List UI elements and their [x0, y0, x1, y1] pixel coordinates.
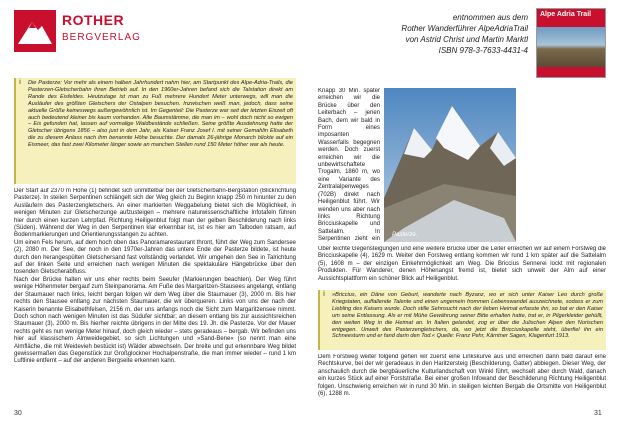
source-reference — [328, 12, 528, 56]
info-icon: i — [19, 79, 21, 86]
right-narrow-column: Knapp 30 Min. später erreichen wir die Brücke über den Leiterbach – jenen Bach, dem wir bald in Form eines imposanten Wasserfalls begegnen werden. Doch zuerst erreichen wir die unbewirtschaftete Trogalm, 1860 m, wo eine Variante des Zentralalpenweges (702B) direkt nach Heiligenblut führt. Wir wenden uns aber nach links Richtung Bricciuskapelle und Sattelalm. In Serpentinen zieht ein — [318, 88, 380, 243]
source-line: ISBN 978-3-7633-4431-4 — [438, 46, 528, 55]
page-header — [0, 0, 620, 72]
paragraph: Nach der Brücke halten wir uns eher rechts beim Seeufer (Markierungen beachten). Der Weg führt wenige Höhenmeter bergauf zum Steinpanorama. Am Fuße des Margaritzen-Stausees angelangt, entlang der Staumauer nach links, leicht bergan folgen wir dem Weg über die Staumauer (3), 2000 m. Bis hier rechts den Stausee entlang zur nächsten Staumauer, die wir überqueren. Links von uns der nach der Kaiserin benannte Elisabethfelsen, 2156 m, der uns anfangs noch die Sicht zum Margaritzensee nimmt. Doch schon nach wenigen Minuten ist das Südufer sichtbar; an diesem entlang bis zur aussichtsreichen Staumauer (3), 2000 m. Bis hierher reichte übrigens in der Mitte des 19. Jh. die Pasterze. Vor der Mauer rechts geht es nun wenige Meter hinauf, doch gleich wieder – stets geradeaus – bergab. Wir befinden uns hier auf klassischem Almweidegebiet, so sich Lichtungen und »Sand-Bene« (so nennt man eine Almfläche, die mit Weidevieh bestückt ist) Wälder abwechseln. Der breite und gut erkennbare Weg bildet gewissermaßen das Gegenstück zur Großglockner Hochalpenstraße, die man immer wieder – rund 1 km Luftlinie entfernt – auf der anderen Bergseite erkennen kann. — [14, 276, 296, 365]
right-bottom-text: Dem Forstweg weiter folgend gehen wir zuerst eine Linkskurve aus und erreichen dann bald darauf eine Rechtskurve, bei der wir geradeaus in den Haritzersteig (Beschilderung, Gatter) abbiegen. Dieser Weg, der anschaulich durch die bergbäuerliche Kulturlandschaft von Winkl führt, wechselt aber durch Wald, danach ein kurzes Stück auf einer Forststraße. Bei einer großen Infowand der Beschilderung Richtung Heiligenblut folgen. Unschwierig erreichen wir in rund 30 Min. in steiligen leichten Bergab die Ortsmitte von Heiligenblut (6), 1288 m. — [318, 354, 606, 398]
source-line: Rother Wanderführer AlpeAdriaTrail — [401, 24, 528, 33]
info-box-text: »Briccius, ein Däne von Geburt, wanderte nach Byzanz, wo er sich unter Kaiser Leo durch große Kriegstaten, auffallende Talente und einen ungemein frommen Lebenswandel auszeichnete, sodass er zum Liebling des Kaisers wurde. Doch stille Sehnsucht nach der lieben Heimat erfasste ihn, so bat er den Kaiser um seine Entlassung. Als er mit Mühe Gewährung seiner Bitte erhalten hatte, trat er, in Pilgerkleider gehüllt, den weiten Weg in die Heimat an. In Italien gelandet, zog er über die Julischen Alpen den Norischen entgegen. Unweit des Pasterzengletschers, da, wo jetzt die Bricciuskapelle steht, überfiel ihn ein Schneesturm und er fand darin den Tod.« Quelle: Franz Pehr, Kärntner Sagen, Klagenfurt 1913. — [332, 292, 603, 340]
page-number-left: 30 — [14, 410, 22, 417]
info-box-briccius — [318, 290, 606, 350]
source-line: von Astrid Christ und Martin Marktl — [405, 35, 528, 44]
brand-name: ROTHER — [62, 12, 125, 28]
right-body-text: Über leichte Gegensteigungen und eine weitere Brücke über die Leiter erreichen wir auf einem Forstweg die Bricciuskapelle (4), 1629 m. Weiter den Forstweg entlang kommen wir rund 1 km später auf die Sattelalm (5), 1608 m – der einzigen Einkehrmöglichkeit am Weg. Die Briccius Sennerei lockt mit regionalen Produkten. Für Wanderer, denen Höhenangst fremd ist, bietet sich unweit der Alm auf einer Aussichtsplattform ein schöner Blick auf Heiligenblut. — [318, 246, 606, 282]
cover-title: Alpe Adria Trail — [537, 9, 605, 27]
photo-caption: Pasterze. — [392, 232, 418, 238]
cover-footer-band — [537, 67, 605, 77]
rother-logo — [14, 10, 146, 52]
page-number-right: 31 — [594, 410, 602, 417]
pasterze-photo — [384, 88, 516, 242]
brand-subtitle: BERGVERLAG — [62, 32, 141, 43]
info-box-text: Die Pasterze: Vor mehr als einem halben Jahrhundert nahm hier, am Startpunkt des Alpe-Adria-Trails, die Pasterzen-Gletscherbahn ihren Betrieb auf. In den 1960er-Jahren befand sich die Talstation direkt am Rande des Eisfeldes. Heutzutage ist man zu Fuß mehrere Hundert Meter unterwegs, will man die Ausläufer des größten Gletschers der Ostalpen besuchen. Inzwischen weiß man, jedoch, dass seine aktuelle Größe keineswegs außergewöhnlich ist. Im Gegenteil: Die Pasterze war seit der letzten Eiszeit oft auch bedeutend kleiner bis kaum vorhanden. Alte Baumstämme, die man im – wohl doch nicht so ewigen – Eis gefunden hat, lassen auf vormalige Waldbestände schließen. Seine größte Ausdehnung hatte der Gletscher übrigens 1856 – also just in dem Jahr, als Kaiser Franz Josef I. mit seiner Gemahlin Elisabeth die zu diesem Anlass nach ihm benannte Höhe besuchte. Der damals 26-jährige Monarch blickte auf ein Eismeer, das fast zwei Kilometer länger sowie an manchen Stellen rund 150 Meter höher war als heute. — [28, 80, 293, 149]
info-icon: i — [323, 291, 325, 298]
paragraph: Um einen Fels herum, auf dem hoch oben das Panoramarestaurant thront, führt der Weg zum Sandersee (2), 2080 m. Der See, der noch in den 1970er-Jahren das untere Ende der Pasterze bildete, ist heute durch den herangespülten Gletschersand fast vollständig verlandet. Wir umgehen den See in Talrichtung auf der linken Seite und erreichen nach wenigen Minuten die spektakuläre Hängebrücke über den tosenden Gletscherabfluss. — [14, 239, 296, 276]
paragraph: Der Start auf 2370 m Höhe (1) befindet sich unmittelbar bei der Gletscherbahn-Bergstation (Blickrichtung Pasterze). In steilen Serpentinen schlängelt sich der Weg gleich zu Beginn knapp 250 m hinunter zu den Ausläufern des Pasterzengletschers. An einer markierten Weggabelung bietet sich die Möglichkeit, in wenigen Minuten zur Gletscherzunge aufzusteigen – mehrere naturwissenschaftliche Infotafeln führen hier durch einen kurzen Lehrpfad. Richtung Heiligenblut folgt man der gelben Beschilderung nach links (Süden). Während der Weg in den Serpentinen klar erkennbar ist, ist es hier am Talboden ratsam, auf Bodenmarkierungen und Orientierungsstangen zu achten. — [14, 188, 296, 239]
info-box-pasterze — [14, 78, 296, 184]
source-line: entnommen aus dem — [452, 13, 528, 22]
left-body-text — [14, 188, 296, 406]
rother-mountain-icon — [14, 10, 56, 52]
cover-image — [537, 27, 605, 67]
book-cover-thumbnail — [536, 8, 606, 78]
